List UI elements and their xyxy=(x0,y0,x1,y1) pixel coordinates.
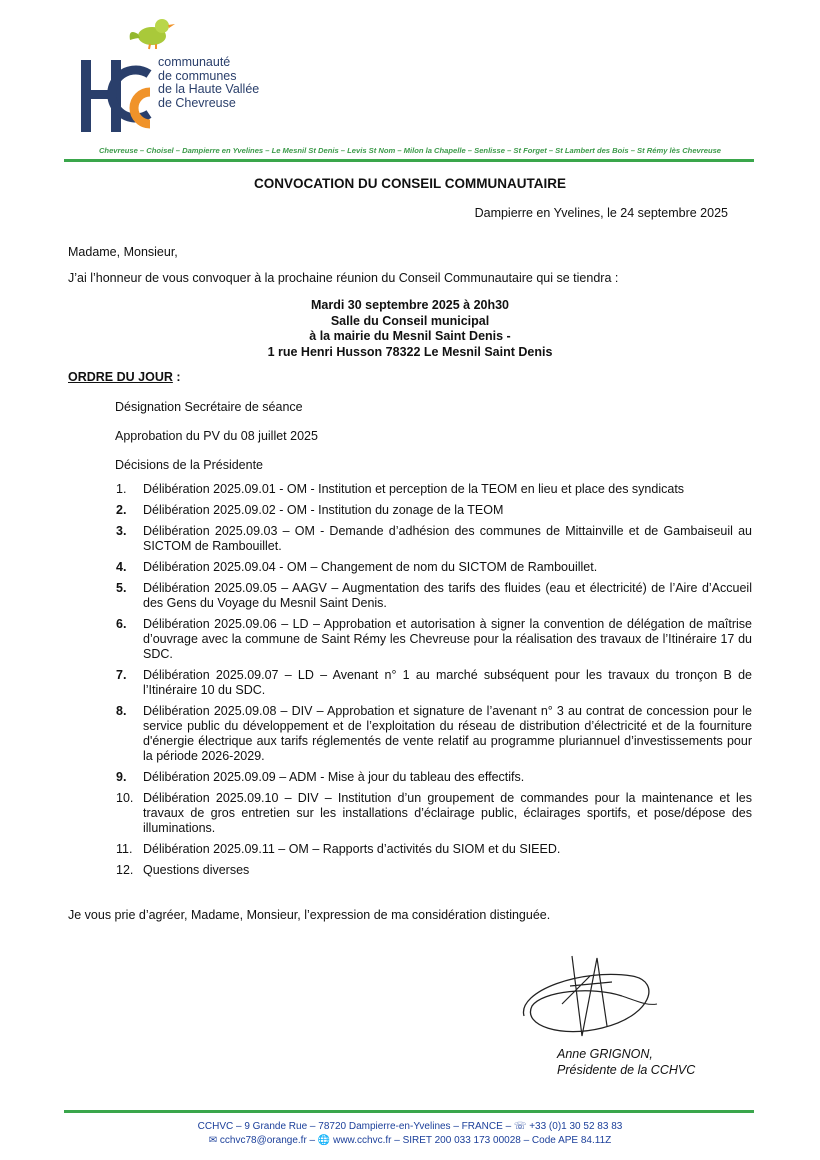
agenda-item-number: 2. xyxy=(116,503,127,517)
agenda-item-text: Délibération 2025.09.10 – DIV – Institution d’un groupement de commandes pour la maintenance et les travaux de gros entretien sur les installations d’éclairage public, éclairages sportifs, et pose/dépose des illuminations. xyxy=(143,791,752,835)
member-communes-line: Chevreuse – Choisel – Dampierre en Yvelines – Le Mesnil St Denis – Levis St Nom – Milon la Chapelle – Senlisse – St Forget – St Lambert des Bois – St Rémy lès Chevreuse xyxy=(98,146,722,155)
meeting-address: 1 rue Henri Husson 78322 Le Mesnil Saint Denis xyxy=(267,344,553,359)
agenda-item-number: 4. xyxy=(116,560,127,574)
document-title: CONVOCATION DU CONSEIL COMMUNAUTAIRE xyxy=(254,176,566,191)
footer-contact-line: ✉ cchvc78@orange.fr – 🌐 www.cchvc.fr – SIRET 200 033 173 00028 – Code APE 84.11Z xyxy=(208,1135,612,1146)
agenda-item-text: Délibération 2025.09.04 - OM – Changement de nom du SICTOM de Rambouillet. xyxy=(143,560,598,574)
agenda-item-text: Questions diverses xyxy=(143,863,250,877)
agenda-item xyxy=(0,863,820,878)
closing-formula: Je vous prie d’agréer, Madame, Monsieur, l’expression de ma considération distinguée. xyxy=(68,908,551,922)
agenda-item-text: Délibération 2025.09.06 – LD – Approbation et autorisation à signer la convention de délégation de maîtrise d’ouvrage avec la commune de Saint Rémy les Chevreuse pour la réalisation des travaux de l’Itinéraire 17 du SDC. xyxy=(143,617,752,661)
agenda-item-number: 6. xyxy=(116,617,127,631)
signer-block xyxy=(557,1046,695,1078)
agenda-item-text: Délibération 2025.09.08 – DIV – Approbation et signature de l’avenant n° 3 au contrat de concession pour le service public du développement et de l’exploitation du réseau de distribution d’électricité et de la fourniture d'énergie électrique aux tarifs réglementés de vente relatif au programme pluriannuel d’investissements pour la période 2026-2029. xyxy=(143,704,752,763)
salutation: Madame, Monsieur, xyxy=(68,245,178,259)
logo-line: communauté xyxy=(158,55,231,69)
agenda-item-number: 1. xyxy=(116,482,127,496)
agenda-list xyxy=(0,482,820,884)
agenda-item-text: Délibération 2025.09.07 – LD – Avenant n° 1 au marché subséquent pour les travaux du tronçon B de l’Itinéraire 10 du SDC. xyxy=(143,668,752,697)
agenda-item xyxy=(0,770,820,785)
agenda-item-number: 8. xyxy=(116,704,127,718)
meeting-date-time: Mardi 30 septembre 2025 à 20h30 xyxy=(310,298,510,312)
agenda-heading xyxy=(68,370,181,384)
signer-name: Anne GRIGNON, xyxy=(557,1047,653,1061)
agenda-item-text: Délibération 2025.09.05 – AAGV – Augmentation des tarifs des fluides (eau et électricité) de l’Aire d’Accueil des Gens du Voyage du Mesnil Saint Denis. xyxy=(143,581,752,610)
agenda-item-text: Délibération 2025.09.11 – OM – Rapports d’activités du SIOM et du SIEED. xyxy=(143,842,561,856)
agenda-item xyxy=(0,668,820,698)
preliminary-item: Décisions de la Présidente xyxy=(115,458,263,472)
agenda-item xyxy=(0,524,820,554)
meeting-venue: à la mairie du Mesnil Saint Denis - xyxy=(309,329,511,343)
agenda-item xyxy=(0,560,820,575)
meeting-details xyxy=(0,298,820,360)
agenda-heading-text: ORDRE DU JOUR xyxy=(68,370,173,384)
agenda-item xyxy=(0,791,820,836)
footer-divider xyxy=(64,1110,754,1113)
agenda-item-text: Délibération 2025.09.03 – OM - Demande d’adhésion des communes de Mittainville et de Gambaiseuil au SICTOM de Rambouillet. xyxy=(143,524,752,553)
agenda-item xyxy=(0,482,820,497)
agenda-item-number: 10. xyxy=(116,791,134,805)
agenda-item-number: 12. xyxy=(116,863,134,877)
footer xyxy=(0,1120,820,1148)
agenda-item-text: Délibération 2025.09.09 – ADM - Mise à jour du tableau des effectifs. xyxy=(143,770,525,784)
preliminary-item: Approbation du PV du 08 juillet 2025 xyxy=(115,429,318,443)
agenda-item xyxy=(0,842,820,857)
agenda-item xyxy=(0,503,820,518)
logo-line: de la Haute Vallée xyxy=(158,82,260,96)
signer-role: Présidente de la CCHVC xyxy=(557,1063,696,1077)
hcc-monogram-icon xyxy=(81,60,150,132)
agenda-item-number: 11. xyxy=(116,842,133,856)
handwritten-signature xyxy=(512,946,662,1046)
agenda-heading-suffix: : xyxy=(172,370,181,384)
agenda-item-number: 3. xyxy=(116,524,127,538)
agenda-item-number: 5. xyxy=(116,581,127,595)
agenda-item-text: Délibération 2025.09.02 - OM - Institution du zonage de la TEOM xyxy=(143,503,504,517)
agenda-item-text: Délibération 2025.09.01 - OM - Institution et perception de la TEOM en lieu et place des syndicats xyxy=(143,482,685,496)
bird-icon xyxy=(130,19,175,49)
agenda-item xyxy=(0,704,820,764)
footer-address-line: CCHVC – 9 Grande Rue – 78720 Dampierre-en-Yvelines – FRANCE – ☏ +33 (0)1 30 52 83 83 xyxy=(197,1121,623,1132)
intro-paragraph: J’ai l’honneur de vous convoquer à la prochaine réunion du Conseil Communautaire qui se tiendra : xyxy=(68,271,619,285)
place-date: Dampierre en Yvelines, le 24 septembre 2025 xyxy=(474,206,728,220)
agenda-item xyxy=(0,617,820,662)
preliminary-item: Désignation Secrétaire de séance xyxy=(115,400,303,414)
logo-wordmark xyxy=(158,56,259,110)
meeting-room: Salle du Conseil municipal xyxy=(330,313,490,328)
header-divider xyxy=(64,159,754,162)
logo-line: de Chevreuse xyxy=(158,95,236,110)
agenda-item-number: 9. xyxy=(116,770,127,784)
agenda-item-number: 7. xyxy=(116,668,127,682)
agenda-item xyxy=(0,581,820,611)
logo-line: de communes xyxy=(158,68,237,83)
